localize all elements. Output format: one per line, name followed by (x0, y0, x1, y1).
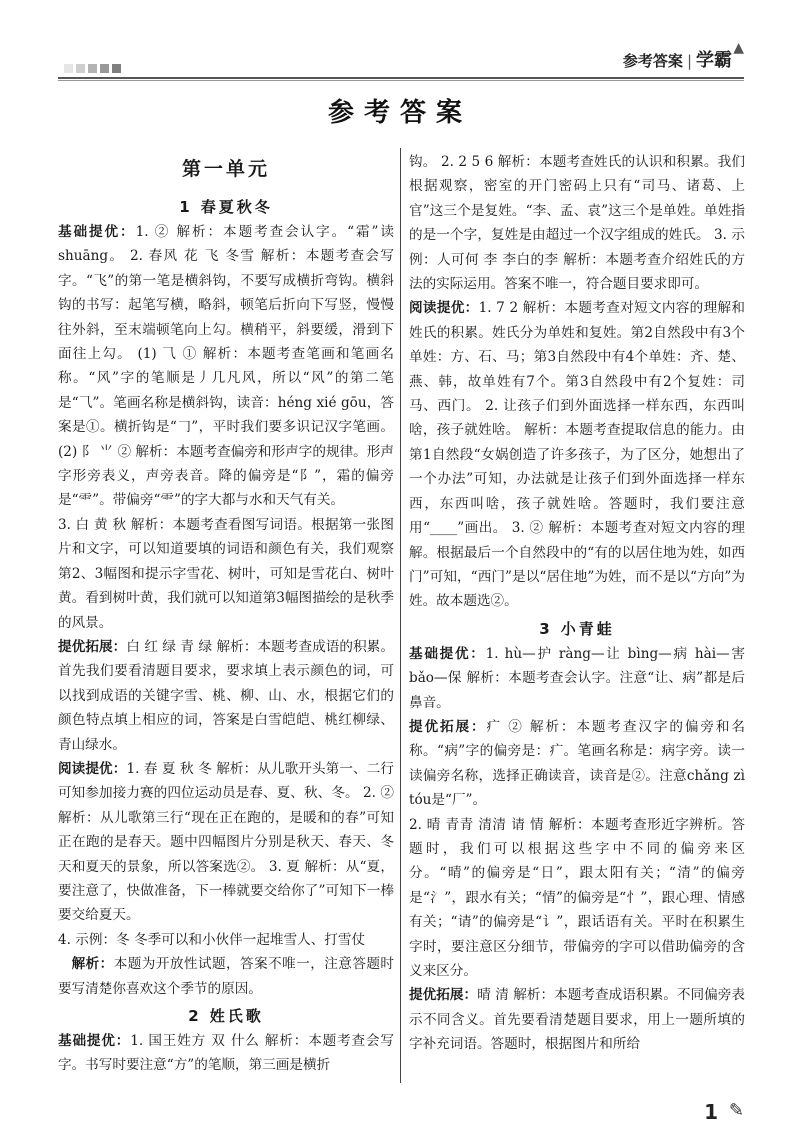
answer-text: 2. 晴 青青 清清 请 情 解析：本题考查形近字辨析。答题时，我们可以根据这些字中不同的偏旁来区分。“晴”的偏旁是“日”，跟太阳有关；“清”的偏旁是“氵”，跟水有关；“情”的偏旁是“忄”，跟心理、情感有关；“请”的偏旁是“讠”，跟话语有关。平时在积累生字时，要注意区分细节，带偏旁的字可以借助偏旁的含义来区分。 (409, 816, 745, 979)
section-label: 基础提优： (58, 1033, 131, 1049)
section-label: 基础提优： (409, 645, 486, 662)
unit-title: 第一单元 (181, 158, 270, 180)
answer-paragraph (409, 715, 745, 813)
section-label: 基础提优： (58, 224, 136, 240)
header-rule-thin (58, 80, 744, 81)
answer-text: 1. ② 解析：本题考查会认字。“霜”读shuāng。 2. 春风 花 飞 冬雪 解析：本题考查会写字。“飞”的第一笔是横斜钩，不要写成横折弯钩。横斜钩的书写：起笔写横，略斜，顿笔后折向下写竖，慢慢往外斜，至末端顿笔向上勾。横稍平，斜要缓，滑到下面往上勾。 (1) ⺄ ① 解析：本题考查笔画和笔画名称。“风”字的笔顺是丿几凡风，所以“风”的第二笔是“⺄”。笔画名称是横斜钩，读音：héng xié gōu，答案是①。横折钩是“𠃌”，平时我们要多识记汉字笔画。 (2) 阝 ⺌ ② 解析：本题考查偏旁和形声字的规律。形声字形旁表义，声旁表音。降的偏旁是“阝”，霜的偏旁是“⻗”。带偏旁“⻗”的字大都与水和天气有关。 (58, 224, 394, 509)
answer-paragraph (409, 983, 745, 1056)
answer-text: 1. 7 2 解析：本题考查对短文内容的理解和姓氏的积累。姓氏分为单姓和复姓。第2自然段中有3个单姓：方、石、马；第3自然段中有4个单姓：齐、楚、燕、韩，故单姓有7个。第3自然段中有2个复姓：司马、西门。 2. 让孩子们到外面选择一样东西，东西叫啥，孩子就姓啥。 解析：本题考查提取信息的能力。由第1自然段“女娲创造了许多孩子，为了区分，她想出了一个办法”可知，办法就是让孩子们到外面选择一样东西，东西叫啥，孩子就姓啥。答题时，我们要注意用“____”画出。 3. ② 解析：本题考查对短文内容的理解。根据最后一个自然段中的“有的以居住地为姓，如西门”可知，“西门”是以“居住地”为姓，而不是以“方向”为姓。故本题选②。 (409, 300, 746, 610)
answer-text: 1. 春 夏 秋 冬 解析：从儿歌开头第一、二行可知参加接力赛的四位运动员是春、夏、秋、冬。 2. ② 解析：从儿歌第三行“现在正在跑的，是暖和的春”可知正在跑的是春天。题中四幅图片分别是秋天、春天、冬天和夏天的景象，所以答案选②。 3. 夏 解析：从“夏，要注意了，快做准备，下一棒就要交给你了”可知下一棒要交给夏天。 (58, 760, 395, 924)
header-rule (58, 77, 744, 79)
lesson-title-3 (409, 616, 745, 642)
answer-text: 1. 国王姓方 双 什么 解析：本题考查会写字。书写时要注意“方”的笔顺，第三画是横折 (58, 1033, 394, 1074)
page-header (0, 0, 800, 80)
lesson-name: 春夏秋冬 (200, 198, 273, 216)
answer-text: 4. 示例：冬 冬季可以和小伙伴一起堆雪人、打雪仗 (58, 931, 366, 948)
pencil-icon: ✎ (728, 1100, 744, 1121)
lesson-title-2 (58, 1003, 394, 1029)
answer-paragraph (409, 813, 745, 984)
answer-text: 本题为开放性试题，答案不唯一，注意答题时要写清楚你喜欢这个季节的原因。 (58, 956, 395, 997)
lesson-number: 3 (539, 619, 553, 638)
answer-text: 晴 清 解析：本题考查成语积累。不同偏旁表示不同含义。首先要看清楚题目要求，用上一题所填的字补充词语。答题时，根据图片和所给 (409, 987, 745, 1053)
answer-paragraph (409, 296, 745, 613)
section-label: 阅读提优： (58, 760, 127, 777)
answer-paragraph (58, 220, 394, 513)
answer-paragraph (409, 642, 745, 715)
lesson-number: 2 (188, 1007, 202, 1025)
column-divider (400, 148, 401, 1083)
answer-text: 3. 白 黄 秋 解析：本题考查看图写词语。根据第一张图片和文字，可以知道要填的词语和颜色有关，我们观察第2、3幅图和提示字雪花、树叶，可知是雪花白、树叶黄。看到树叶黄，我们就可以知道第3幅图描绘的是秋季的风景。 (58, 516, 394, 631)
answer-text: 白 红 绿 青 绿 解析：本题考查成语的积累。首先我们要看清题目要求，要求填上表示颜色的词，可以找到成语的关键字雪、桃、柳、山、水，根据它们的颜色特点填上相应的词，答案是白雪皑皑、桃红柳绿、青山绿水。 (58, 638, 395, 753)
section-label: 提优拓展： (409, 718, 487, 735)
header-brand: 学霸 (696, 50, 732, 71)
square (76, 64, 85, 73)
decorative-squares (64, 64, 121, 73)
section-label: 提优拓展： (58, 638, 127, 655)
answer-paragraph (58, 952, 394, 1001)
section-label: 阅读提优： (409, 300, 479, 317)
lesson-name: 姓氏歌 (209, 1007, 264, 1025)
lesson-number: 1 (179, 198, 193, 216)
square (112, 64, 121, 73)
answer-paragraph (58, 928, 394, 952)
answer-paragraph (58, 1029, 394, 1078)
answer-paragraph (58, 757, 394, 928)
answer-text: 1. hù—护 ràng—让 bìng—病 hài—害 bǎo—保 解析：本题考查会认字。注意“让、病”都是后鼻音。 (409, 645, 745, 711)
answer-paragraph (58, 513, 394, 635)
lesson-title-1 (58, 194, 394, 220)
square (100, 64, 109, 73)
lesson-name: 小青蛙 (560, 619, 615, 638)
square (88, 64, 97, 73)
graduation-cap-icon: ▲ (733, 40, 744, 56)
section-label: 解析： (71, 956, 114, 973)
right-column (409, 150, 745, 1057)
page-title: 参考答案 (327, 98, 472, 128)
section-label: 提优拓展： (409, 987, 478, 1004)
header-label: 参考答案 (622, 52, 683, 70)
answer-paragraph (409, 150, 745, 296)
square (64, 64, 73, 73)
left-column (58, 150, 394, 1078)
page-number: 1 (704, 1100, 718, 1124)
answer-paragraph (58, 635, 394, 757)
header-separator: | (686, 52, 692, 70)
header-label-group (623, 46, 732, 72)
answer-text: 疒 ② 解析：本题考查汉字的偏旁和名称。“病”字的偏旁是：疒。笔画名称是：病字旁。读一读偏旁名称，选择正确读音，读音是②。注意chǎng zì tóu是“厂”。 (409, 718, 745, 809)
answer-text: 钩。 2. 2 5 6 解析：本题考查姓氏的认识和积累。我们根据观察，密室的开门密码上只有“司马、诸葛、上官”这三个是复姓。“李、孟、袁”这三个是单姓。单姓指的是一个字，复姓是由超过一个汉字组成的姓氏。 3. 示例：人可何 李 李白的李 解析：本题考查介绍姓氏的方法的实际运用。答案不唯一，符合题目要求即可。 (409, 154, 745, 293)
